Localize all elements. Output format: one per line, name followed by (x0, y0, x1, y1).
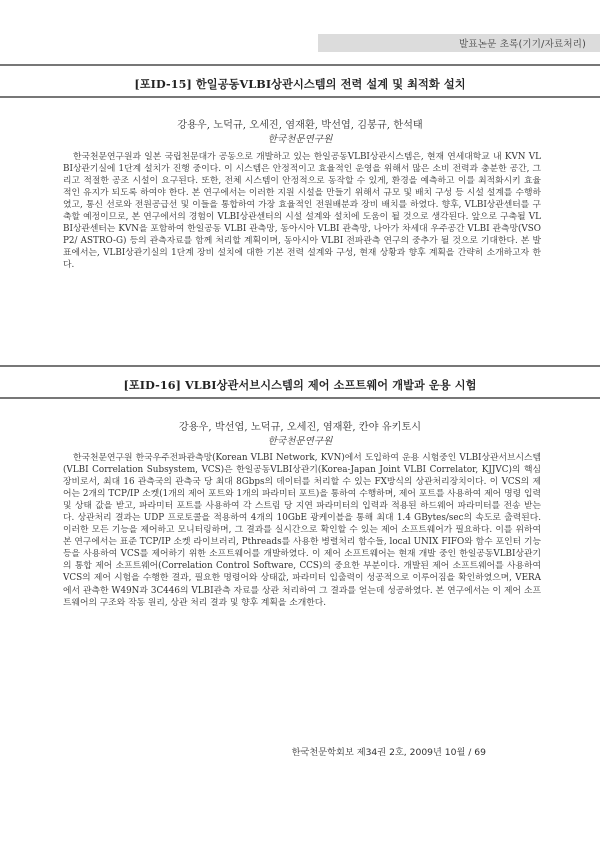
article-2-affiliation: 한국천문연구원 (267, 436, 333, 447)
article-2-authors: 강용우, 박선엽, 노덕규, 오세진, 염재환, 칸야 유키토시 (178, 422, 422, 433)
article-2-abstract: 한국천문연구원 한국우주전파관측망(Korean VLBI Network, KVN)에서 도입하여 운용 시험중인 VLBI상관서브시스템(VLBI Correlation Subsystem, VCS)은 한일공동VLBI상관기(Korea-Japan Joint VLBI Correlator, KJJVC)의 핵심 장비로서, 최대 16 관측국의 관측국 당 최대 8Gbps의 데이터를 처리할 수 있는 FX방식의 상관처리장치이다. 이 VCS의 제어는 2개의 TCP/IP 소켓(1개의 제어 포트와 1개의 파라미터 포트)을 통하여 수행하며, 제어 포트를 사용하여 제어 명령 입력 및 상태 값을 받고, 파라미터 포트를 사용하여 각 스트림 당 지연 파라미터의 입력과 적용된 하드웨어 파라미터를 전송 받는다. 상관처리 결과는 UDP 프로토콜을 적용하여 4개의 10GbE 광케이블을 통해 최대 1.4 GBytes/sec의 속도로 출력된다. 이러한 모든 기능을 제어하고 모니터링하며, 그 결과를 실시간으로 확인할 수 있는 제어 소프트웨어가 필요하다. 이를 위하여 본 연구에서는 표준 TCP/IP 소켓 라이브러리, Pthreads를 사용한 병렬처리 함수들, local UNIX FIFO와 함수 포인터 기능 등을 사용하여 VCS를 제어하기 위한 소프트웨어를 개발하였다. 이 제어 소프트웨어는 현재 개발 중인 한일공동VLBI상관기의 통합 제어 소프트웨어(Correlation Control Software, CCS)의 중요한 부분이다. 개발된 제어 소프트웨어를 사용하여 VCS의 제어 시험을 수행한 결과, 필요한 명령어와 상태값, 파라미터 입출력이 성공적으로 이루어짐을 확인하였으며, VERA에서 관측한 W49N과 3C446의 VLBI관측 자료를 상관 처리하여 그 결과를 얻는데 성공하였다. 본 연구에서는 이 제어 소프트웨어의 구조와 작동 원리, 상관 처리 결과 및 향후 계획을 소개한다. (63, 453, 541, 608)
article-2-top-rule (0, 365, 600, 367)
page-footer: 한국천문학회보 제34권 2호, 2009년 10월 / 69 (291, 747, 486, 758)
article-2-title: [포ID-16] VLBI상관서브시스템의 제어 소프트웨어 개발과 운용 시험 (123, 378, 477, 392)
article-1-title: [포ID-15] 한일공동VLBI상관시스템의 전력 설계 및 최적화 설치 (134, 77, 466, 91)
article-1-affiliation: 한국천문연구원 (267, 134, 333, 145)
article-1-title-rule (0, 96, 600, 98)
section-header: 발표논문 초록(기기/자료처리) (459, 39, 586, 50)
article-1-abstract: 한국천문연구원과 일본 국립천문대가 공동으로 개발하고 있는 한일공동VLBI상관시스템은, 현재 연세대학교 내 KVN VLBI상관기실에 1단계 설치가 진행 중이다. 이 시스템은 안정적이고 효율적인 운영을 위해서 많은 소비 전력과 충분한 공간, 그리고 적절한 공조 시설이 요구된다. 또한, 전체 시스템이 안정적으로 동작할 수 있게, 환경을 예측하고 이를 최적화시키 효율적인 유지가 되도록 하여야 한다. 본 연구에서는 이러한 지원 시설을 만들기 위해서 규모 및 배치 구성 등 시설 설계를 수행하였고, 통신 선로와 전원공급선 및 이들을 통합하여 가장 효율적인 전원배분과 장비 배치를 하였다. 향후, VLBI상관센터를 구축할 예정이므로, 본 연구에서의 경험이 VLBI상관센터의 시설 설계와 설치에 도움이 될 것으로 생각된다. 앞으로 구축될 VLBI상관센터는 KVN을 포함하여 한일공동 VLBI 관측망, 동아시아 VLBI 관측망, 나아가 차세대 우주공간 VLBI 관측망(VSOP2/ ASTRO-G) 등의 관측자료를 함께 처리할 계획이며, 동아시아 VLBI 전파관측 연구의 중추가 될 것으로 기대한다. 본 발표에서는, VLBI상관기실의 1단계 장비 설치에 대한 기본 전력 설계와 구성, 현재 상황과 향후 계획을 간략히 소개하고자 한다. (63, 152, 541, 271)
article-1-authors: 강용우, 노덕규, 오세진, 염재환, 박선엽, 김봉규, 한석태 (177, 120, 423, 131)
article-2-title-rule (0, 397, 600, 399)
article-1-top-rule (0, 64, 600, 66)
